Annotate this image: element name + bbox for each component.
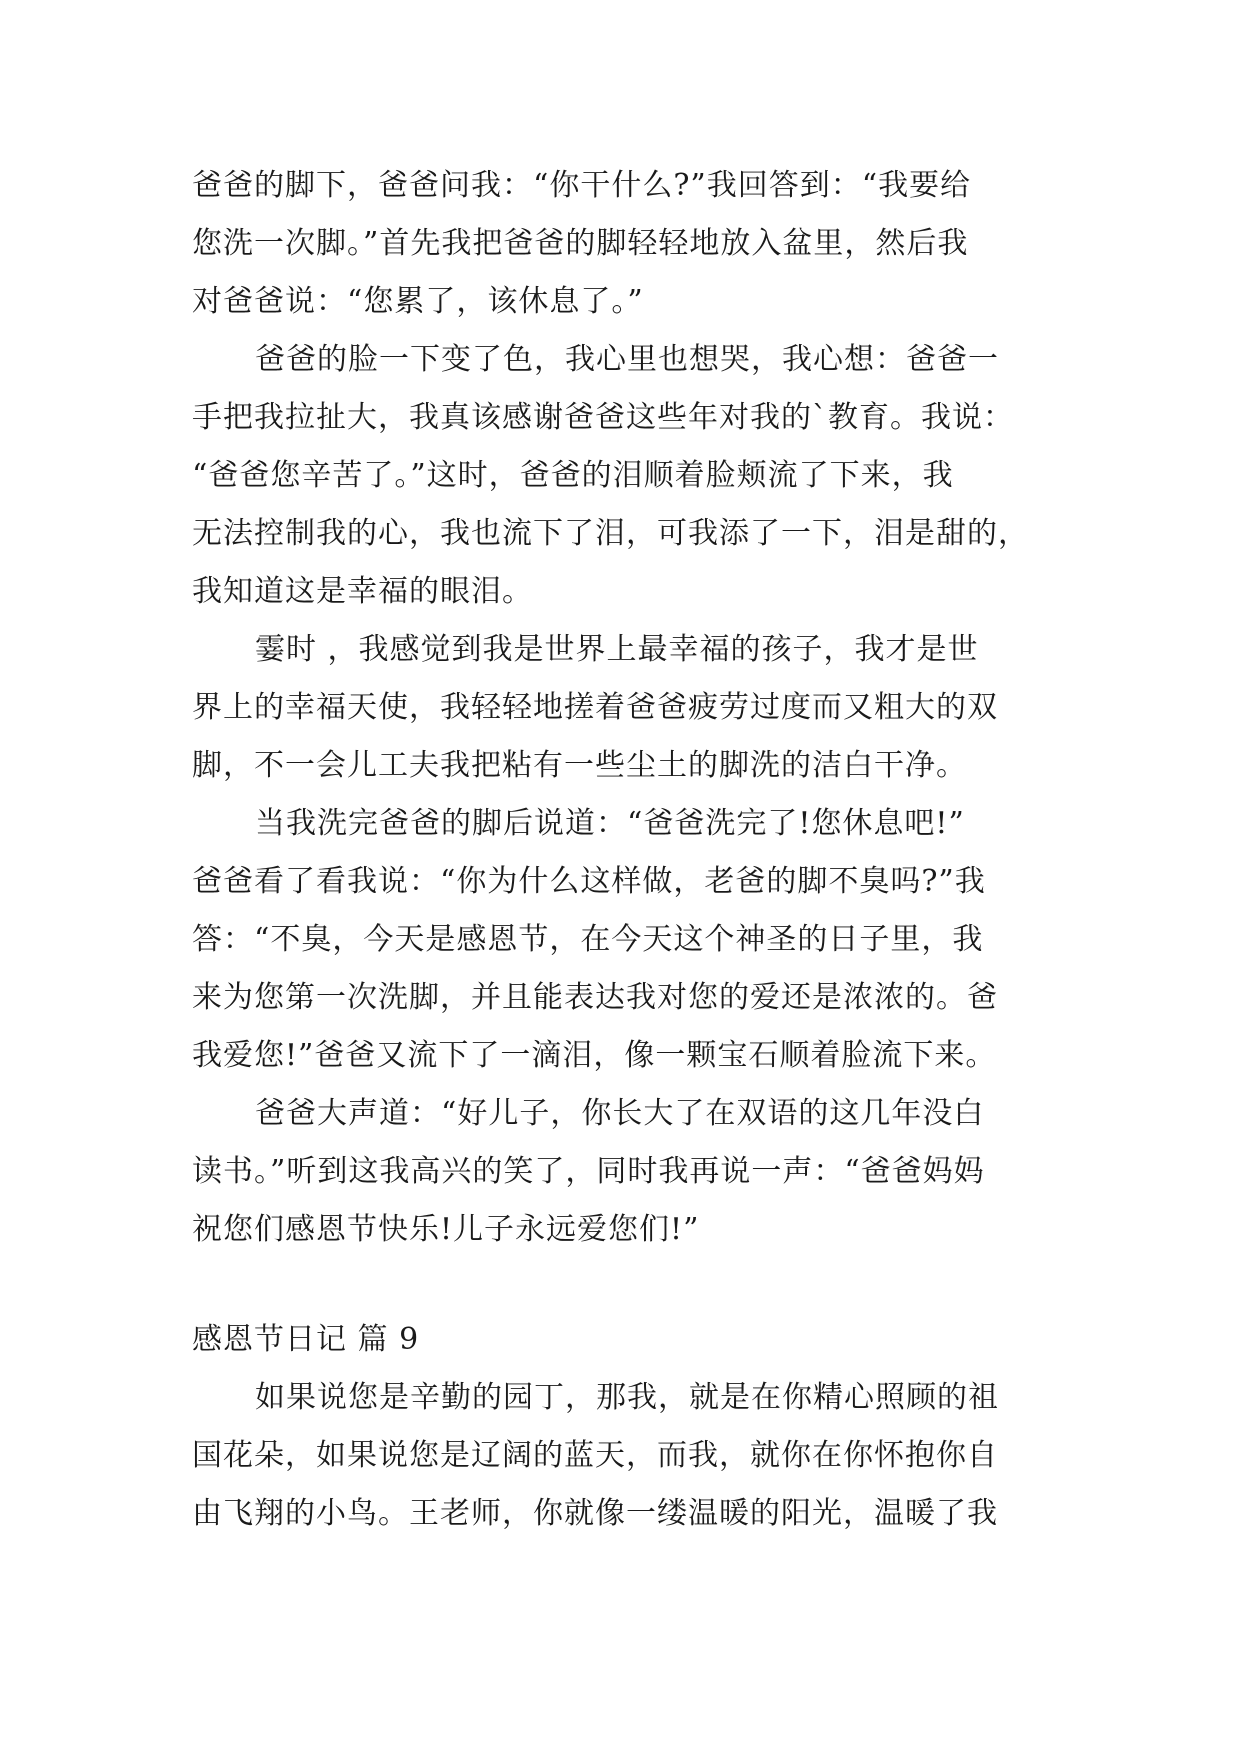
text-line: 祝您们感恩节快乐!儿子永远爱您们!” xyxy=(192,1212,700,1247)
text-line: “爸爸您辛苦了。”这时，爸爸的泪顺着脸颊流了下来，我 xyxy=(192,458,954,493)
text-line: 我爱您!”爸爸又流下了一滴泪，像一颗宝石顺着脸流下来。 xyxy=(192,1038,997,1073)
text-line: 如果说您是辛勤的园丁，那我，就是在你精心照顾的祖 xyxy=(255,1380,999,1415)
text-line: 爸爸看了看我说：“你为什么这样做，老爸的脚不臭吗?”我 xyxy=(192,864,986,899)
text-line: 来为您第一次洗脚，并且能表达我对您的爱还是浓浓的。爸 xyxy=(192,980,998,1015)
text-line: 当我洗完爸爸的脚后说道：“爸爸洗完了!您休息吧!” xyxy=(255,806,965,841)
section-title: 感恩节日记 篇 9 xyxy=(192,1322,420,1357)
text-line: 霎时 ，我感觉到我是世界上最幸福的孩子，我才是世 xyxy=(255,632,979,667)
text-line: 我知道这是幸福的眼泪。 xyxy=(192,574,533,609)
text-line: 您洗一次脚。”首先我把爸爸的脚轻轻地放入盆里，然后我 xyxy=(192,226,969,261)
text-line: 无法控制我的心，我也流下了泪，可我添了一下，泪是甜的， xyxy=(192,516,1029,551)
text-line: 对爸爸说：“您累了，该休息了。” xyxy=(192,284,644,319)
text-line: 读书。”听到这我高兴的笑了，同时我再说一声：“爸爸妈妈 xyxy=(192,1154,985,1189)
text-line: 答：“不臭，今天是感恩节，在今天这个神圣的日子里，我 xyxy=(192,922,984,957)
text-line: 由飞翔的小鸟。王老师，你就像一缕温暖的阳光，温暖了我 xyxy=(192,1496,998,1531)
text-line: 爸爸的脚下，爸爸问我：“你干什么?”我回答到：“我要给 xyxy=(192,168,972,203)
text-line: 脚，不一会儿工夫我把粘有一些尘土的脚洗的洁白干净。 xyxy=(192,748,967,783)
text-line: 国花朵，如果说您是辽阔的蓝天，而我，就你在你怀抱你自 xyxy=(192,1438,998,1473)
text-line: 爸爸的脸一下变了色，我心里也想哭，我心想：爸爸一 xyxy=(255,342,999,377)
text-line: 手把我拉扯大，我真该感谢爸爸这些年对我的`教育。我说： xyxy=(192,400,1014,435)
text-line: 界上的幸福天使，我轻轻地搓着爸爸疲劳过度而又粗大的双 xyxy=(192,690,998,725)
text-line: 爸爸大声道：“好儿子，你长大了在双语的这几年没白 xyxy=(255,1096,985,1131)
